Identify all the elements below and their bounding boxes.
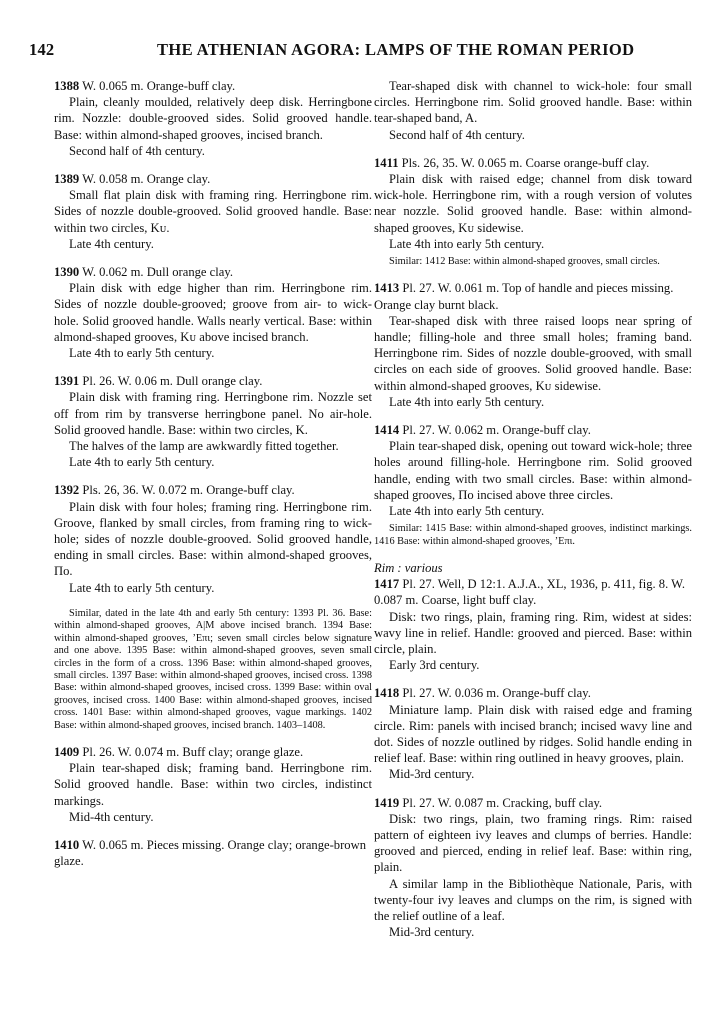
- catalog-entry-1392: [54, 482, 372, 595]
- catalog-entry-1419: [374, 795, 692, 941]
- entry-description: Plain disk with four holes; framing ring. Herringbone rim. Groove, flanked by small circles, from framing ring to wick-hole; sides of nozzle double-grooved. Solid grooved handle, ending in small circles. Base: within almond-shaped grooves, Πo.: [54, 499, 372, 579]
- entry-date: Early 3rd century.: [389, 658, 480, 673]
- entry-specs: Pl. 27. W. 0.061 m. Top of handle and pieces missing. Orange clay burnt black.: [374, 281, 674, 312]
- catalog-entry-1411: [374, 155, 692, 252]
- entry-date: Late 4th to early 5th century.: [69, 455, 215, 470]
- catalog-entry-1414: [374, 422, 692, 519]
- entry-number: 1390: [54, 265, 80, 280]
- entry-specs: Pl. 27. W. 0.087 m. Cracking, buff clay.: [399, 795, 603, 810]
- entry-number: 1419: [374, 795, 400, 810]
- page-number: 142: [29, 40, 55, 59]
- catalog-entry-1417: [374, 576, 692, 673]
- entry-number: 1410: [54, 837, 80, 852]
- similar-note-text: Similar: 1415 Base: within almond-shaped grooves, indistinct markings. 1416 Base: within almond-shaped grooves, ’Eπι.: [374, 523, 692, 547]
- catalog-entry-1410: [54, 837, 372, 869]
- entry-specs: Pl. 27. W. 0.036 m. Orange-buff clay.: [399, 686, 591, 701]
- entry-description: Plain disk with edge higher than rim. Herringbone rim. Sides of nozzle double-grooved; groove from air- to wick-hole. Solid grooved handle. Walls nearly vertical. Base: within almond-shaped grooves, Kᴜ above incised branch.: [54, 281, 372, 344]
- entry-date: Mid-3rd century.: [389, 767, 475, 782]
- entry-heading: [54, 264, 372, 280]
- entry-number: 1417: [374, 577, 400, 592]
- catalog-entry-1391: [54, 373, 372, 470]
- entry-heading: [54, 744, 372, 760]
- catalog-entry-1390: [54, 264, 372, 361]
- entry-number: 1389: [54, 172, 80, 187]
- entry-description: Plain, cleanly moulded, relatively deep disk. Herringbone rim. Nozzle: double-grooved sides. Solid grooved handle. Base: within almond-shaped grooves, incised branch.: [54, 95, 372, 142]
- entry-number: 1388: [54, 79, 80, 93]
- catalog-entry-1413: [374, 280, 692, 410]
- entry-specs: W. 0.058 m. Orange clay.: [79, 172, 211, 187]
- similar-note-1393-1408: [54, 608, 372, 732]
- entry-specs: Pl. 27. W. 0.062 m. Orange-buff clay.: [399, 423, 591, 438]
- entry-heading: [54, 373, 372, 389]
- catalog-entry-1410-continued: [374, 78, 692, 143]
- entry-heading: [374, 576, 692, 608]
- entry-number: 1409: [54, 744, 80, 759]
- similar-note-text: Similar: 1412 Base: within almond-shaped grooves, small circles.: [389, 256, 660, 268]
- running-title: THE ATHENIAN AGORA: LAMPS OF THE ROMAN PERIOD: [157, 40, 635, 59]
- catalog-entry-1388: [54, 78, 372, 159]
- catalog-entry-1418: [374, 685, 692, 782]
- entry-date: Late 4th into early 5th century.: [389, 236, 545, 251]
- entry-number: 1413: [374, 281, 400, 296]
- entry-heading: [374, 280, 692, 312]
- entry-note: The halves of the lamp are awkwardly fitted together.: [69, 439, 339, 454]
- entry-number: 1391: [54, 374, 80, 389]
- entry-specs: Pls. 26, 36. W. 0.072 m. Orange-buff clay.: [79, 483, 295, 498]
- entry-description: Miniature lamp. Plain disk with raised edge and framing circle. Rim: panels with incised branch; incised wavy line and dot. Sides of nozzle outlined by ridges. Solid handle ending in relief leaf. Base: within ring outlined in heavy grooves, plain.: [374, 702, 692, 766]
- entry-specs: W. 0.065 m. Pieces missing. Orange clay; orange-brown glaze.: [54, 837, 366, 869]
- entry-heading: [374, 795, 692, 811]
- entry-description: Plain tear-shaped disk, opening out toward wick-hole; three holes around filling-hole. Herringbone rim. Solid grooved handle, ending with two small circles. Base: within almond-shaped grooves, Πo incised above three circles.: [374, 439, 692, 502]
- entry-number: 1418: [374, 686, 400, 701]
- entry-specs: W. 0.062 m. Dull orange clay.: [79, 265, 233, 280]
- entry-heading: [374, 422, 692, 438]
- entry-heading: [54, 78, 372, 94]
- entry-specs: Pl. 27. Well, D 12:1. A.J.A., XL, 1936, p. 411, fig. 8. W. 0.087 m. Coarse, light buff clay.: [374, 577, 686, 608]
- entry-description: Tear-shaped disk with three raised loops near spring of handle; filling-hole and three small holes; framing band. Herringbone rim. Sides of nozzle double-grooved, with small circles on each side of grooves. Solid grooved handle. Base: within almond-shaped grooves, Kᴜ sidewise.: [374, 313, 692, 393]
- entry-description: Small flat plain disk with framing ring. Herringbone rim. Sides of nozzle double-grooved. Solid grooved handle. Base: within two circles, Kᴜ.: [54, 188, 372, 235]
- similar-note-1415-1416: [374, 523, 692, 548]
- entry-heading: [374, 685, 692, 701]
- right-column: [374, 78, 692, 952]
- entry-description: Plain disk with raised edge; channel from disk toward wick-hole. Herringbone rim, with a rough version of volutes near nozzle. Solid grooved handle. Base: within almond-shaped grooves, Kᴜ sidewise.: [374, 172, 692, 235]
- entry-description: Plain disk with framing ring. Herringbone rim. Nozzle set off from rim by transverse herringbone panel. No air-hole. Solid grooved handle. Base: within two circles, K.: [54, 390, 372, 437]
- entry-description: Disk: two rings, plain, two framing rings. Rim: raised pattern of eighteen ivy leaves and clumps of berries. Handle: grooved and pierced, ending in relief leaf. Base: within ring, plain.: [374, 811, 692, 875]
- left-column: [54, 78, 372, 881]
- entry-date: Second half of 4th century.: [69, 143, 205, 158]
- entry-date: Mid-3rd century.: [389, 925, 475, 940]
- similar-note-1412: [374, 256, 692, 268]
- entry-number: 1414: [374, 423, 400, 438]
- entry-specs: Pl. 26. W. 0.074 m. Buff clay; orange glaze.: [79, 744, 304, 759]
- entry-heading: [374, 155, 692, 171]
- entry-note: A similar lamp in the Bibliothèque Nationale, Paris, with twenty-four ivy leaves and clumps on the rim, is signed with the relief outline of a leaf.: [374, 876, 692, 923]
- entry-heading: [54, 482, 372, 498]
- entry-description: Plain tear-shaped disk; framing band. Herringbone rim. Solid grooved handle. Base: within two circles, indistinct markings.: [54, 761, 372, 808]
- entry-date: Mid-4th century.: [69, 809, 154, 824]
- entry-number: 1411: [374, 155, 399, 170]
- page-header: [29, 40, 700, 66]
- catalog-entry-1389: [54, 171, 372, 252]
- entry-description: Tear-shaped disk with channel to wick-hole: four small circles. Herringbone rim. Solid grooved handle. Base: within tear-shaped band, A.: [374, 79, 692, 126]
- entry-date: Late 4th into early 5th century.: [389, 394, 545, 409]
- entry-date: Late 4th into early 5th century.: [389, 504, 545, 519]
- entry-number: 1392: [54, 483, 80, 498]
- section-label-rim-various: Rim : various: [374, 561, 443, 576]
- entry-date: Late 4th to early 5th century.: [69, 580, 215, 595]
- catalog-entry-1409: [54, 744, 372, 825]
- entry-heading: [54, 171, 372, 187]
- entry-date: Late 4th century.: [69, 236, 154, 251]
- entry-description: Disk: two rings, plain, framing ring. Rim, widest at sides: wavy line in relief. Handle: grooved and pierced. Base: within circle, plain.: [374, 609, 692, 656]
- entry-date: Late 4th to early 5th century.: [69, 346, 215, 361]
- entry-specs: Pl. 26. W. 0.06 m. Dull orange clay.: [79, 374, 263, 389]
- entry-specs: Pls. 26, 35. W. 0.065 m. Coarse orange-buff clay.: [398, 155, 650, 170]
- entry-heading: [54, 837, 372, 869]
- entry-date: Second half of 4th century.: [389, 127, 525, 142]
- entry-specs: W. 0.065 m. Orange-buff clay.: [79, 79, 236, 93]
- similar-note-text: Similar, dated in the late 4th and early 5th century: 1393 Pl. 36. Base: within almond-shaped grooves, A|M above incised branch. 1394 Base: within almond-shaped grooves, ’Eπι; seven small circles below signature and one above. 1395 Base: within almond-shaped grooves, seven small circles in the form of a cross. 1396 Base: within almond-shaped grooves, small circles. 1397 Base: within almond-shaped grooves, incised cross. 1398 Base: within almond-shaped grooves, incised cross. 1399 Base: within oval grooves, incised cross. 1400 Base: within almond-shaped grooves, incised cross. 1401 Base: within almond-shaped grooves, vague markings. 1402 Base: within almond-shaped grooves, incised branch. 1403–1408.: [54, 607, 372, 731]
